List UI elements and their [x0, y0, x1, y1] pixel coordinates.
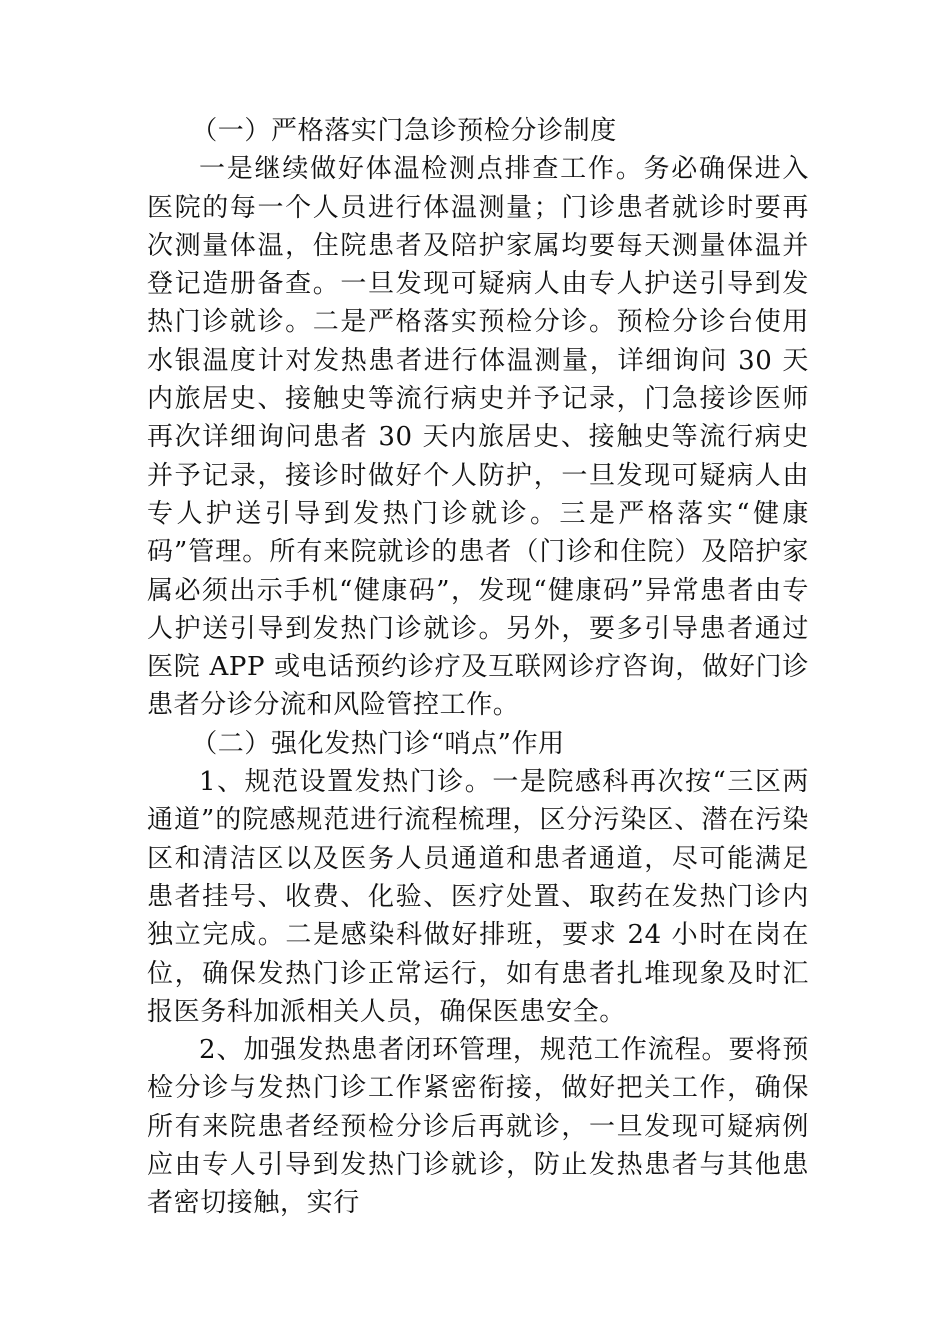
section-heading-2: （二）强化发热门诊“哨点”作用 [191, 728, 565, 759]
paragraph-3: 2、加强发热患者闭环管理，规范工作流程。要将预检分诊与发热门诊工作紧密衔接，做好把关工作，确保所有来院患者经预检分诊后再就诊，一旦发现可疑病例应由专人引导到发热门诊就诊，防止发热患者与其他患者密切接触，实行 [147, 1035, 809, 1219]
paragraph-2: 1、规范设置发热门诊。一是院感科再次按“三区两通道”的院感规范进行流程梳理，区分污染区、潜在污染区和清洁区以及医务人员通道和患者通道，尽可能满足患者挂号、收费、化验、医疗处置、取药在发热门诊内独立完成。二是感染科做好排班，要求 24 小时在岗在位，确保发热门诊正常运行，如有患者扎堆现象及时汇报医务科加派相关人员，确保医患安全。 [147, 767, 809, 1027]
paragraph-1: 一是继续做好体温检测点排查工作。务必确保进入医院的每一个人员进行体温测量；门诊患者就诊时要再次测量体温，住院患者及陪护家属均要每天测量体温并登记造册备查。一旦发现可疑病人由专人护送引导到发热门诊就诊。二是严格落实预检分诊。预检分诊台使用水银温度计对发热患者进行体温测量，详细询问 30 天内旅居史、接触史等流行病史并予记录，门急接诊医师再次详细询问患者 30 天内旅居史、接触史等流行病史并予记录，接诊时做好个人防护，一旦发现可疑病人由专人护送引导到发热门诊就诊。三是严格落实“健康码”管理。所有来院就诊的患者（门诊和住院）及陪护家属必须出示手机“健康码”，发现“健康码”异常患者由专人护送引导到发热门诊就诊。另外，要多引导患者通过医院 APP 或电话预约诊疗及互联网诊疗咨询，做好门诊患者分诊分流和风险管控工作。 [147, 154, 809, 721]
document-body [147, 112, 809, 1223]
section-heading-1: （一）严格落实门急诊预检分诊制度 [191, 116, 617, 146]
